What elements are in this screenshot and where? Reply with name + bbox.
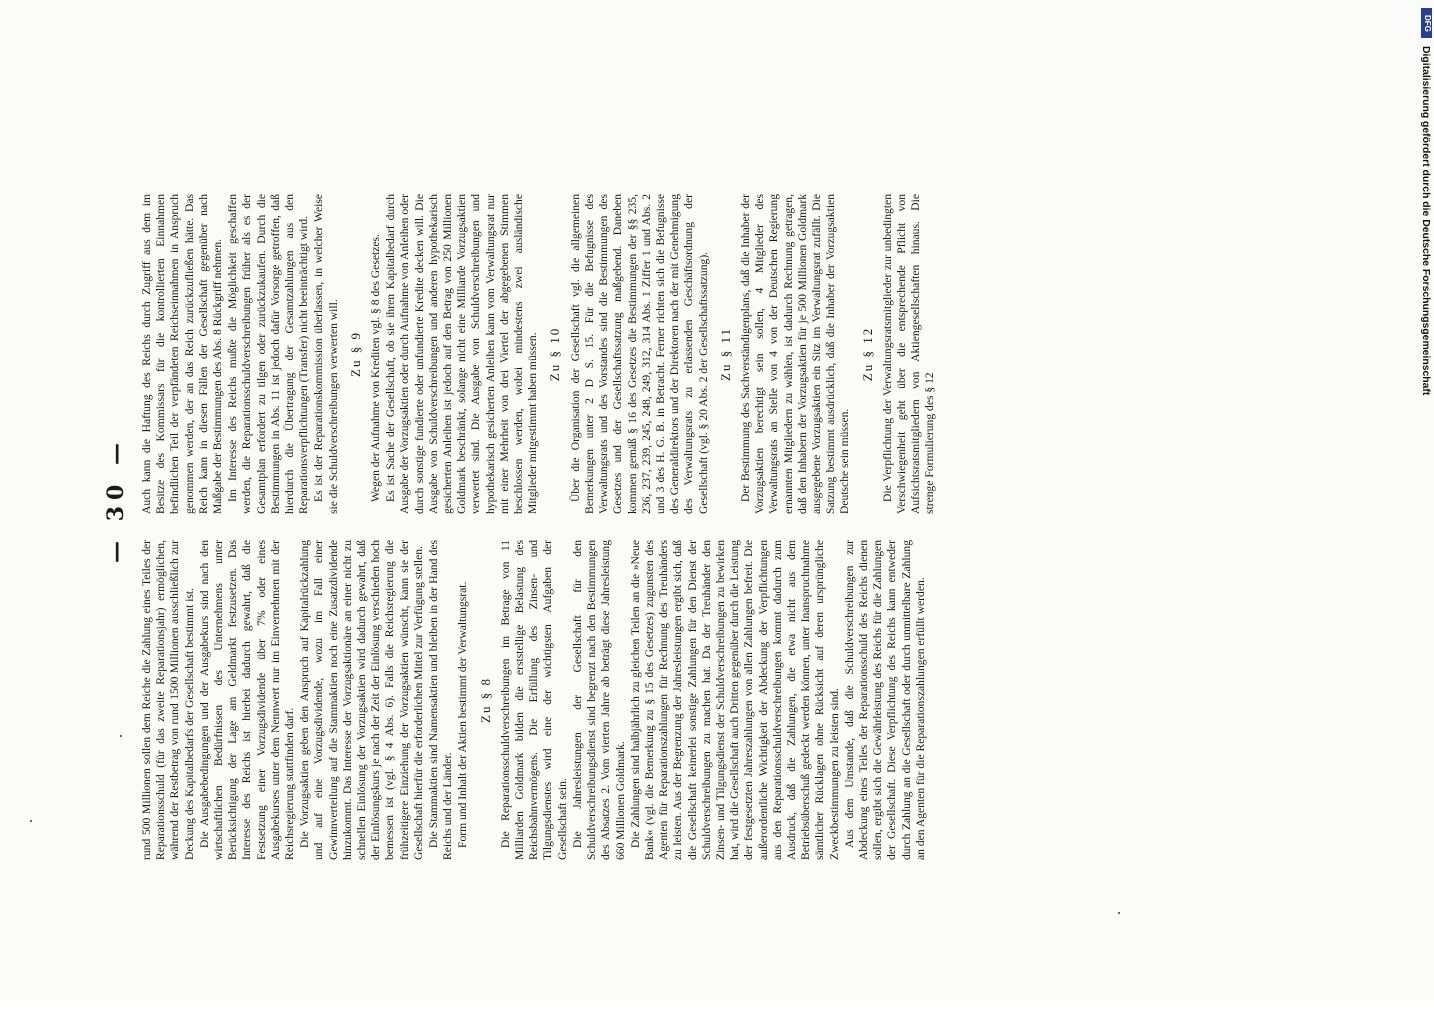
section-heading: Zu § 10 [547, 326, 563, 382]
right-column [140, 194, 939, 514]
left-column [140, 540, 929, 860]
paragraph: Über die Organisation der Gesellschaft vgl. die allgemeinen Bemerkungen unter 2 D S. 15. Für die Befugnisse des Verwaltungsrats und des Vorstandes sind die Bestimmungen des Gesetzes und der Gesellschaftssatzung maßgebend. Daneben kommen gemäß § 16 des Gesetzes die Bestimmungen der §§ 235, 236, 237, 239, 245, 248, 249, 312, 314 Abs. 1 Ziffer 1 und Abs. 2 und 3 des H. G. B. in Betracht. Ferner richten sich die Befugnisse des Generaldirektors und der Direktoren nach der mit Genehmigung des Verwaltungsrats zu erlassenden Geschäftsordnung der Gesellschaft (vgl. § 20 Abs. 2 der Gesellschaftssatzung). [568, 194, 710, 514]
scan-speck [1118, 912, 1120, 914]
paragraph: Es ist der Reparationskommission überlassen, in welcher Weise sie die Schuldverschreibungen verwerten will. [312, 194, 340, 514]
paragraph: Die Ausgabebedingungen und der Ausgabekurs sind nach den wirtschaftlichen Bedürfnissen des Unternehmens unter Berücksichtigung der Lage am Geldmarkt festzusetzen. Das Interesse des Reichs ist hierbei dadurch gewahrt, daß die Festsetzung einer Vorzugsdividende über 7% oder eines Ausgabekurses unter dem Nennwert nur im Einvernehmen mit der Reichsregierung stattfinden darf. [197, 540, 297, 860]
paragraph: Form und Inhalt der Aktien bestimmt der Verwaltungsrat. [456, 581, 470, 848]
paragraph: Es ist Sache der Gesellschaft, ob sie ihren Kapitalbedarf durch Ausgabe der Vorzugsaktien oder durch Aufnahme von Anleihen oder durch sonstige fundierte oder unfundierte Kredite decken will. Die Ausgabe von Schuldverschreibungen und anderen hypothekarisch gesicherten Anleihen ist jedoch auf den Betrag von 250 Millionen Goldmark beschränkt, solange nicht eine Milliarde Vorzugsaktien verwertet sind. Die Ausgabe von Schuldverschreibungen und hypothekarisch gesicherten Anleihen kann vom Verwaltungsrat nur mit einer Mehrheit von drei Viertel der abgegebenen Stimmen beschlossen werden, wobei mindestens zwei ausländische Mitglieder mitgestimmt haben müssen. [384, 194, 540, 514]
digitization-note [1418, 6, 1432, 994]
paragraph: Aus dem Umstande, daß die Schuldverschreibungen zur Abdeckung eines Teiles der Reparationsschuld des Reichs dienen sollen, ergibt sich die Gewährleistung des Reichs für die Zahlungen der Gesellschaft. Diese Verpflichtung des Reichs kann entweder durch Zahlung an die Gesellschaft oder durch unmittelbare Zahlung an den Agenten für die Reparationszahlungen erfüllt werden. [842, 540, 927, 860]
paragraph: Die Reparationsschuldverschreibungen im Betrage von 11 Milliarden Goldmark bilden die erststellige Belastung des Reichsbahnvermögens. Die Erfüllung des Zinsen- und Tilgungsdienstes wird eine der wichtigsten Aufgaben der Gesellschaft sein. [498, 540, 569, 860]
digitization-note-text: Digitalisierung gefördert durch die Deutsche Forschungsgemeinschaft [1420, 46, 1431, 396]
section-heading: Zu § 9 [347, 331, 363, 377]
paragraph: Der Bestimmung des Sachverständigenplans, daß die Inhaber der Vorzugsaktien berechtigt sein sollen, 4 Mitglieder des Verwaltungsrats an Stelle von 4 von der Deutschen Regierung ernannten Mitgliedern zu wählen, ist dadurch Rechnung getragen, daß den Inhabern der Vorzugsaktien für je 500 Millionen Goldmark ausgegebene Vorzugsaktien ein Sitz im Verwaltungsrat zufällt. Die Satzung bestimmt ausdrücklich, daß die Inhaber der Vorzugsaktien Deutsche sein müssen. [738, 194, 852, 514]
paragraph: Im Interesse des Reichs mußte die Möglichkeit geschaffen werden, die Reparationsschuldverschreibungen früher als es der Gesamtplan erfordert zu tilgen oder zurückzukaufen. Durch die Bestimmungen in Abs. 11 ist jedoch dafür Vorsorge getroffen, daß hierdurch die Übertragung der Gesamtzahlungen aus den Reparationsverpflichtungen (Transfer) nicht beeinträchtigt wird. [226, 194, 311, 514]
page-number: — 30 — [103, 437, 129, 563]
paragraph: Die Verpflichtung der Verwaltungsratsmitglieder zur unbedingten Verschwiegenheit geht über die entsprechende Pflicht von Aufsichtsratsmitgliedern von Aktiengesellschaften hinaus. Die strenge Formulierung des § 12 [880, 194, 937, 514]
paragraph: rund 500 Millionen sollen dem Reiche die Zahlung eines Teiles der Reparationsschuld (für das zweite Reparationsjahr) ermöglichen, während der Restbetrag von rund 1500 Millionen ausschließlich zur Deckung des Kapitalbedarfs der Gesellschaft bestimmt ist. [140, 540, 196, 860]
paragraph: Die Stammaktien sind Namensaktien und bleiben in der Hand des Reichs und der Länder. [427, 540, 455, 860]
section-heading: Zu § 12 [859, 326, 875, 382]
scan-speck [120, 735, 122, 737]
section-heading: Zu § 11 [717, 327, 733, 381]
dfg-logo: DFG [1421, 8, 1432, 38]
paragraph: Die Jahresleistungen der Gesellschaft für den Schuldverschreibungsdienst sind begrenzt nach den Bestimmungen des Absatzes 2. Vom vierten Jahre ab beträgt diese Jahresleistung 660 Millionen Goldmark. [570, 540, 627, 860]
section-heading: Zu § 8 [477, 677, 493, 723]
scan-speck [30, 820, 32, 822]
paragraph: Die Vorzugsaktien geben den Anspruch auf Kapitalrückzahlung und auf eine Vorzugsdividende, wozu im Fall einer Gewinnverteilung auf die Stammaktien noch eine Zusatzdividende hinzukommt. Das Interesse der Vorzugsaktionäre an einer nicht zu schnellen Einlösung der Vorzugsaktien wird dadurch gewahrt, daß der Einlösungskurs je nach der Zeit der Einlösung verschieden hoch bemessen ist (vgl. § 4 Abs. 6). Falls die Reichsregierung die frühzeitigere Einziehung der Vorzugsaktien wünscht, kann sie der Gesellschaft hierfür die erforderlichen Mittel zur Verfügung stellen. [298, 540, 425, 860]
paragraph: Wegen der Aufnahme von Krediten vgl. § 8 des Gesetzes. [369, 234, 383, 502]
paragraph: Die Zahlungen sind halbjährlich zu gleichen Teilen an die »Neue Bank« (vgl. die Bemerkung zu § 15 des Gesetzes) zugunsten des Agenten für Reparationszahlungen für Rechnung des Treuhänders zu leisten. Aus der Begrenzung der Jahresleistungen ergibt sich, daß die Gesellschaft keinerlei sonstige Zahlungen für den Dienst der Schuldverschreibungen zu machen hat. Da der Treuhänder den Zinsen- und Tilgungsdienst der Schuldverschreibungen zu bewirken hat, wird die Gesellschaft auch Dritten gegenüber durch die Leistung der festgesetzten Jahreszahlungen von allen Zahlungen befreit. Die außerordentliche Wichtigkeit der Abdeckung der Verpflichtungen aus den Reparationsschuldverschreibungen kommt dadurch zum Ausdruck, daß die Zahlungen, die etwa nicht aus dem Betriebsüberschuß gedeckt werden können, unter Inanspruchnahme sämtlicher Rücklagen ohne Rücksicht auf deren ursprüngliche Zweckbestimmungen zu leisten sind. [628, 539, 841, 860]
paragraph: Auch kann die Haftung des Reichs durch Zugriff aus dem im Besitze des Kommissars für die kontrollierten Einnahmen befindlichen Teil der verpfändeten Reichseinnahmen in Anspruch genommen werden, der an das Reich zurückzufließen hätte. Das Reich kann in diesen Fällen der Gesellschaft gegenüber nach Maßgabe der Bestimmungen des Abs. 8 Rückgriff nehmen. [140, 194, 225, 514]
